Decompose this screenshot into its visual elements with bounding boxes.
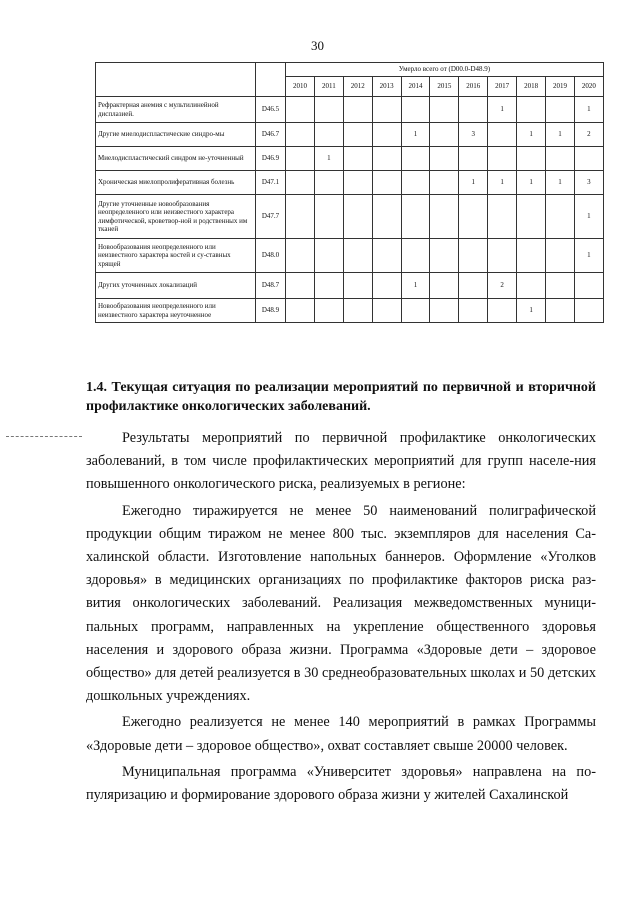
year-header: 2015: [430, 77, 459, 97]
death-count-cell: [401, 299, 430, 323]
table-row: [96, 147, 604, 171]
death-count-cell: [459, 299, 488, 323]
year-header: 2014: [401, 77, 430, 97]
death-count-cell: 1: [517, 123, 546, 147]
table-row: [96, 273, 604, 299]
death-count-cell: [546, 273, 575, 299]
death-count-cell: [517, 97, 546, 123]
death-count-cell: 1: [574, 239, 603, 273]
death-count-cell: [401, 171, 430, 195]
death-count-cell: [430, 123, 459, 147]
death-count-cell: [343, 195, 372, 239]
death-count-cell: 1: [401, 273, 430, 299]
death-count-cell: [343, 239, 372, 273]
death-count-cell: [343, 171, 372, 195]
year-header: 2016: [459, 77, 488, 97]
death-count-cell: 1: [546, 171, 575, 195]
icd-code: D48.7: [256, 273, 286, 299]
year-header: 2020: [574, 77, 603, 97]
death-count-cell: [517, 195, 546, 239]
death-count-cell: [314, 195, 343, 239]
death-count-cell: [372, 239, 401, 273]
death-count-cell: [372, 171, 401, 195]
death-count-cell: [343, 123, 372, 147]
death-count-cell: 1: [488, 97, 517, 123]
death-count-cell: [343, 147, 372, 171]
year-header: 2011: [314, 77, 343, 97]
death-count-cell: [286, 147, 315, 171]
death-count-cell: [459, 147, 488, 171]
table-row: [96, 195, 604, 239]
year-header: 2019: [546, 77, 575, 97]
death-count-cell: 3: [574, 171, 603, 195]
paragraph-2: Ежегодно тиражируется не менее 50 наименований полиграфической продукции общим тиражом не менее 800 тыс. экземпляров для населения Са-халинской области. Изготовление напольных баннеров. Оформление «Уголков здоровья» в медицинских организациях по профилактике факторов риска раз-вития онкологических заболеваний. Реализация межведомственных муници-пальных программ, направленных на укрепление общественного здоровья населения и здорового образа жизни. Программа «Здоровые дети – здоровое общество» для детей реализуется в 30 среднеобразовательных школах и 50 детских дошкольных учреждениях.: [86, 502, 596, 705]
death-count-cell: [343, 299, 372, 323]
death-count-cell: 2: [488, 273, 517, 299]
year-header: 2017: [488, 77, 517, 97]
icd-code: D48.0: [256, 239, 286, 273]
death-count-cell: [546, 97, 575, 123]
death-count-cell: [286, 299, 315, 323]
death-count-cell: [459, 97, 488, 123]
body-text: [86, 427, 596, 810]
death-count-cell: [430, 299, 459, 323]
death-count-cell: [343, 273, 372, 299]
death-count-cell: [314, 273, 343, 299]
death-count-cell: [314, 97, 343, 123]
death-count-cell: 1: [401, 123, 430, 147]
mortality-table: [95, 62, 604, 323]
death-count-cell: [517, 239, 546, 273]
death-count-cell: [459, 195, 488, 239]
death-count-cell: 2: [574, 123, 603, 147]
death-count-cell: [488, 195, 517, 239]
table-header-code: [256, 63, 286, 97]
death-count-cell: [286, 171, 315, 195]
death-count-cell: [372, 97, 401, 123]
page-number: 30: [311, 38, 324, 53]
year-header: 2012: [343, 77, 372, 97]
death-count-cell: [488, 123, 517, 147]
section-heading: 1.4. Текущая ситуация по реализации мероприятий по первичной и вторичной профилактике онкологических заболеваний.: [86, 380, 596, 414]
death-count-cell: [546, 239, 575, 273]
icd-code: D46.7: [256, 123, 286, 147]
table-row: [96, 299, 604, 323]
icd-code: D47.1: [256, 171, 286, 195]
diagnosis-name: Других уточненных локализаций: [96, 273, 256, 299]
death-count-cell: [574, 147, 603, 171]
death-count-cell: [430, 273, 459, 299]
death-count-cell: [401, 147, 430, 171]
death-count-cell: [372, 273, 401, 299]
diagnosis-name: Миелодиспластический синдром не-уточненный: [96, 147, 256, 171]
year-header: 2010: [286, 77, 315, 97]
death-count-cell: [401, 195, 430, 239]
death-count-cell: 1: [459, 171, 488, 195]
death-count-cell: [314, 239, 343, 273]
death-count-cell: [430, 171, 459, 195]
diagnosis-name: Другие уточненные новообразования неопределенного или неизвестного характера лимфотической, кроветвор-ной и родственных им тканей: [96, 195, 256, 239]
death-count-cell: [286, 123, 315, 147]
paragraph-3: Ежегодно реализуется не менее 140 мероприятий в рамках Программы «Здоровые дети – здоровое общество», охват составляет свыше 20000 человек.: [86, 714, 596, 754]
table-row: [96, 239, 604, 273]
table-header-name: [96, 63, 256, 97]
table-row: [96, 123, 604, 147]
table-body: [96, 97, 604, 323]
death-count-cell: [459, 239, 488, 273]
death-count-cell: [574, 273, 603, 299]
year-header: 2018: [517, 77, 546, 97]
death-count-cell: [430, 239, 459, 273]
diagnosis-name: Новообразования неопределенного или неизвестного характера костей и су-ставных хрящей: [96, 239, 256, 273]
death-count-cell: [314, 171, 343, 195]
death-count-cell: [546, 195, 575, 239]
scan-dash-mark: [6, 436, 82, 438]
paragraph-4: Муниципальная программа «Университет здоровья» направлена на по-пуляризацию и формирование здорового образа жизни у жителей Сахалинской: [86, 763, 596, 804]
death-count-cell: [546, 147, 575, 171]
death-count-cell: [372, 195, 401, 239]
death-count-cell: [314, 123, 343, 147]
death-count-cell: [517, 273, 546, 299]
paragraph-1: Результаты мероприятий по первичной профилактике онкологических заболеваний, в том числе профилактических мероприятий для групп населе-ния повышенного онкологического риска, реализуемых в регионе:: [86, 430, 596, 493]
table-row: [96, 171, 604, 195]
death-count-cell: 1: [517, 299, 546, 323]
death-count-cell: [430, 97, 459, 123]
year-header: 2013: [372, 77, 401, 97]
diagnosis-name: Рефрактерная анемия с мультилинейной дисплазией.: [96, 97, 256, 123]
death-count-cell: [459, 273, 488, 299]
death-count-cell: [430, 195, 459, 239]
death-count-cell: [574, 299, 603, 323]
death-count-cell: 1: [574, 195, 603, 239]
death-count-cell: [488, 239, 517, 273]
diagnosis-name: Другие миелодиспластические синдро-мы: [96, 123, 256, 147]
death-count-cell: 3: [459, 123, 488, 147]
death-count-cell: 1: [314, 147, 343, 171]
icd-code: D48.9: [256, 299, 286, 323]
diagnosis-name: Хроническая миелопролиферативная болезнь: [96, 171, 256, 195]
death-count-cell: [372, 147, 401, 171]
death-count-cell: [401, 239, 430, 273]
death-count-cell: [401, 97, 430, 123]
icd-code: D46.9: [256, 147, 286, 171]
icd-code: D46.5: [256, 97, 286, 123]
death-count-cell: [488, 299, 517, 323]
death-count-cell: 1: [574, 97, 603, 123]
death-count-cell: [372, 123, 401, 147]
death-count-cell: [286, 195, 315, 239]
death-count-cell: [286, 273, 315, 299]
death-count-cell: [286, 97, 315, 123]
table-row: [96, 97, 604, 123]
death-count-cell: 1: [517, 171, 546, 195]
death-count-cell: [488, 147, 517, 171]
death-count-cell: 1: [546, 123, 575, 147]
table-group-header: Умерло всего от (D00.0-D48.9): [286, 63, 604, 77]
diagnosis-name: Новообразования неопределенного или неизвестного характера неуточненное: [96, 299, 256, 323]
death-count-cell: [372, 299, 401, 323]
death-count-cell: [430, 147, 459, 171]
icd-code: D47.7: [256, 195, 286, 239]
death-count-cell: [343, 97, 372, 123]
death-count-cell: [286, 239, 315, 273]
death-count-cell: [517, 147, 546, 171]
death-count-cell: [546, 299, 575, 323]
death-count-cell: [314, 299, 343, 323]
death-count-cell: 1: [488, 171, 517, 195]
